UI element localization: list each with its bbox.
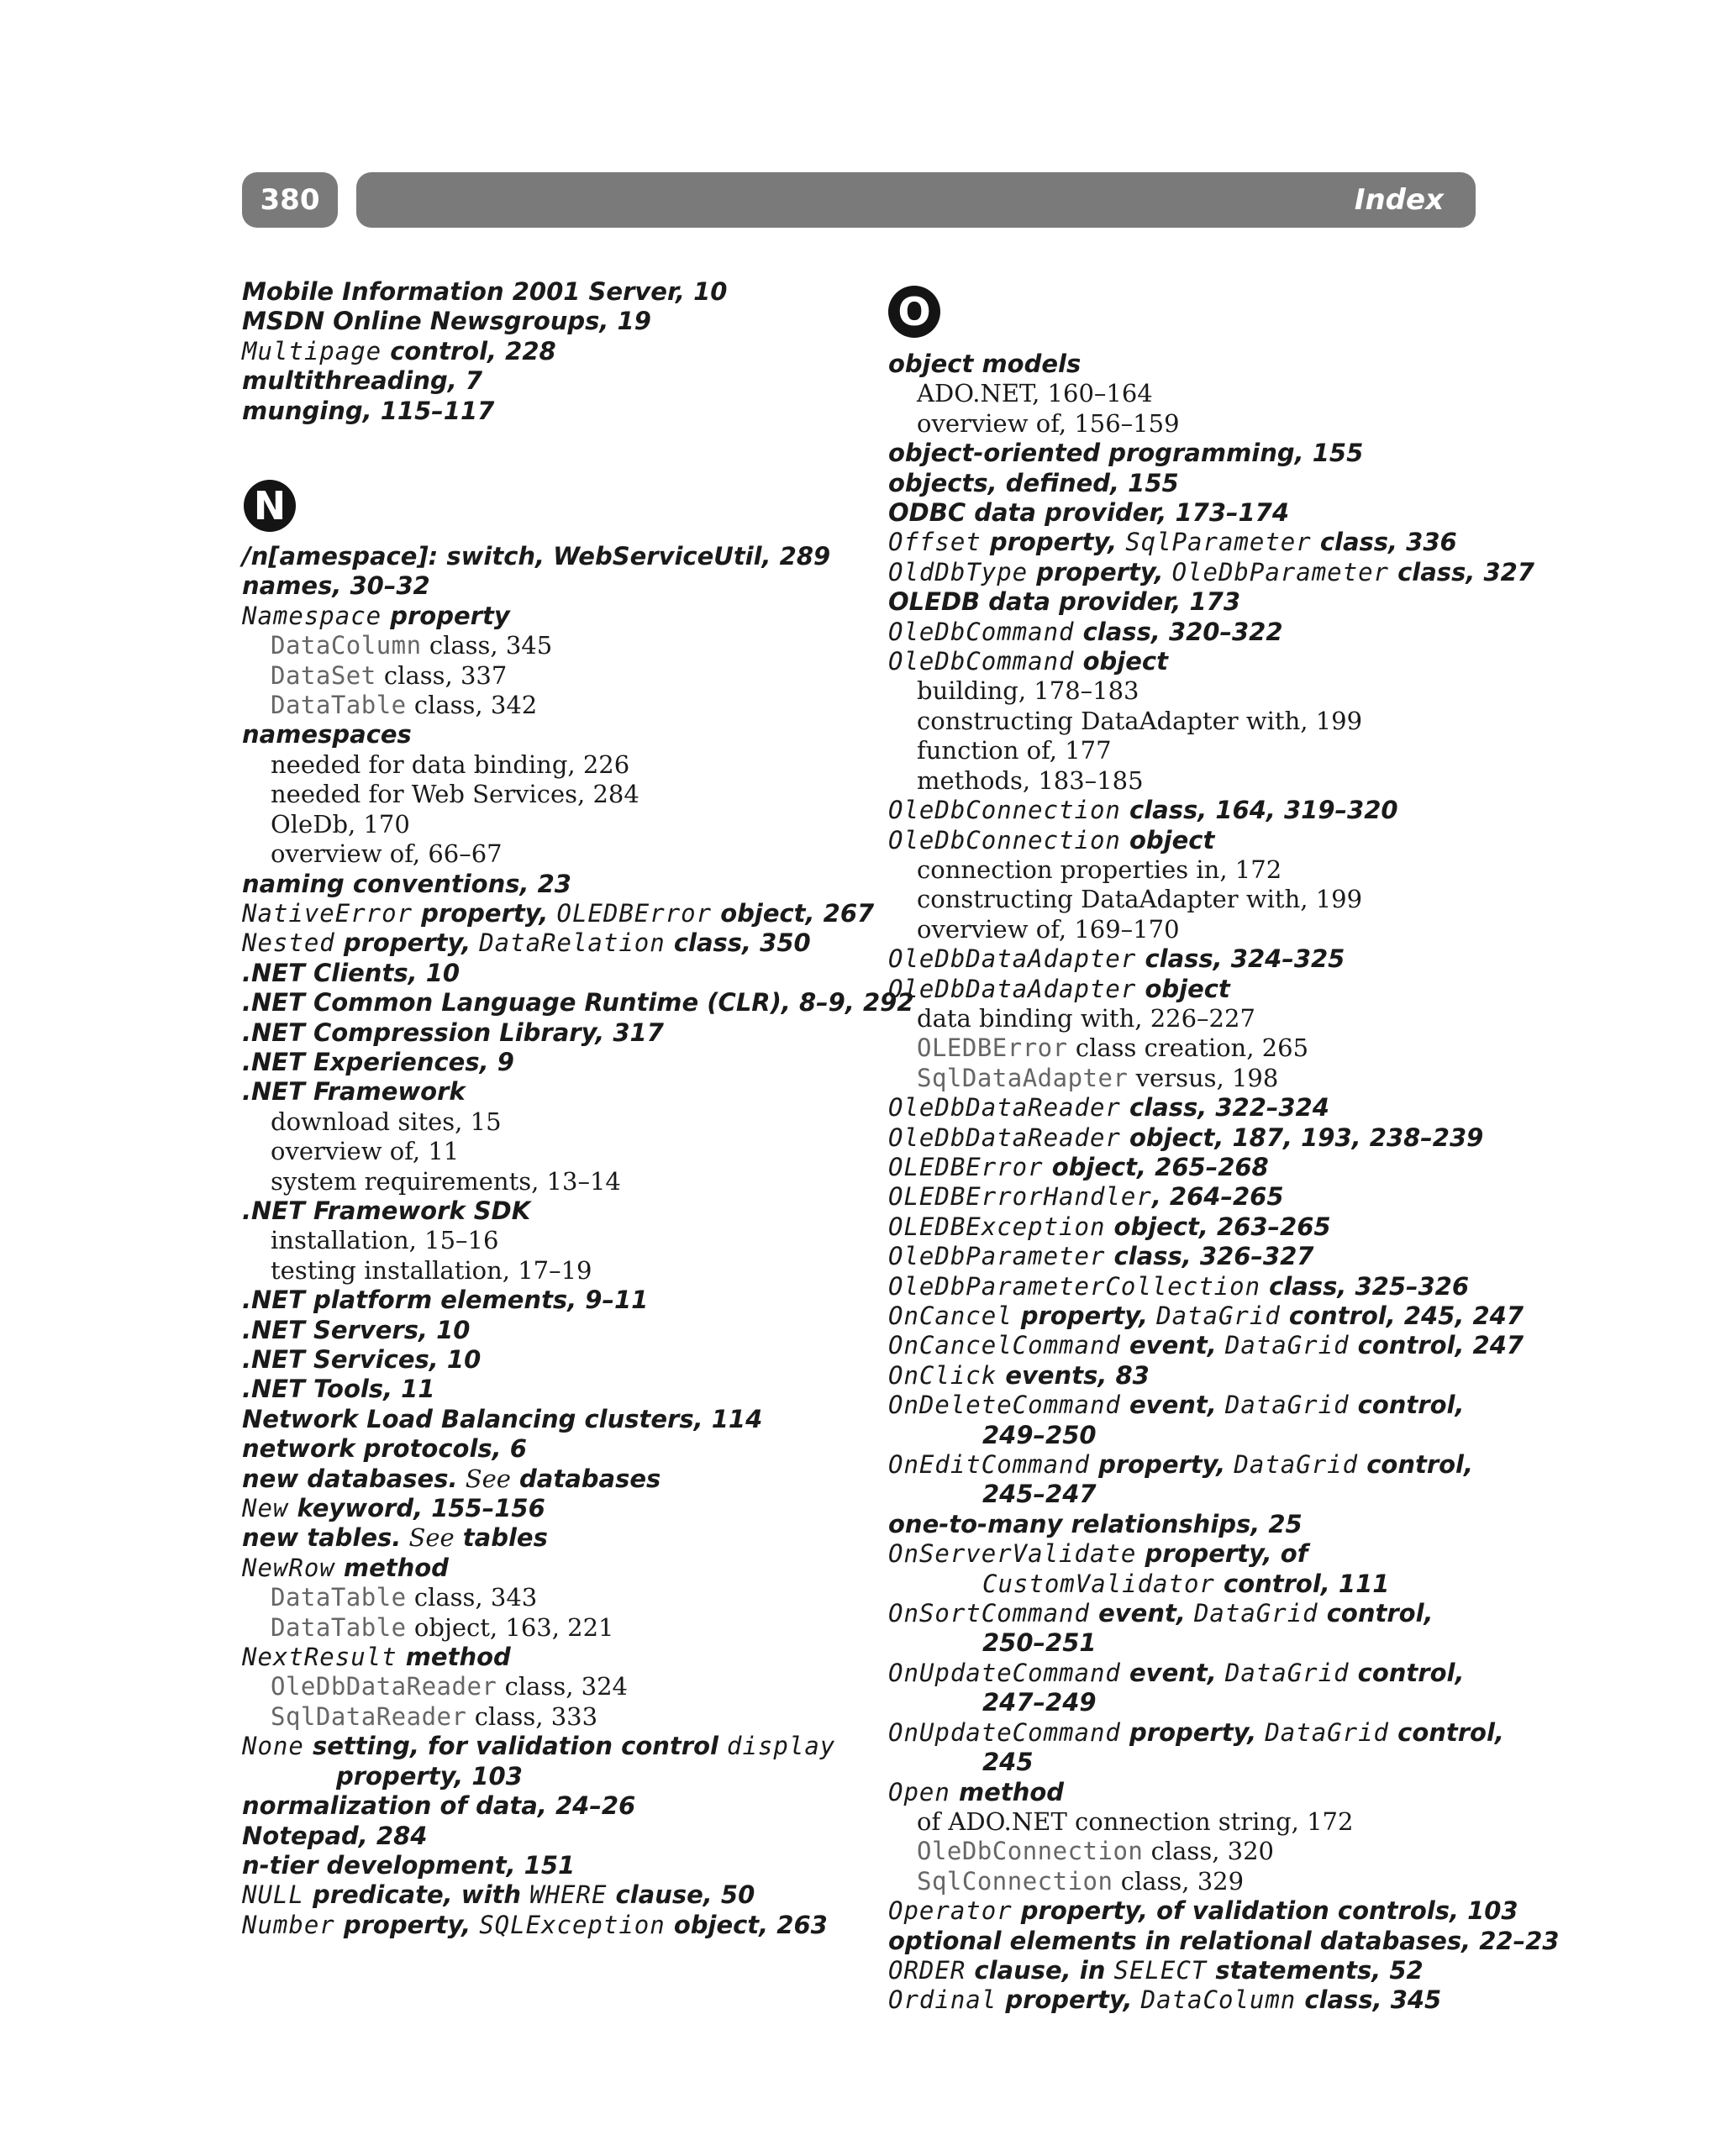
index-subentry: overview of, 66–67 — [271, 839, 503, 869]
index-entry: Network Load Balancing clusters, 114 — [242, 1404, 763, 1433]
index-entry: optional elements in relational databases, 22–23 — [888, 1926, 1560, 1955]
index-subentry: overview of, 11 — [271, 1137, 460, 1166]
letter-o-icon: O — [888, 286, 940, 338]
index-entry: New keyword, 155–156 — [242, 1494, 545, 1523]
index-subentry: needed for Web Services, 284 — [271, 780, 639, 809]
index-subentry: data binding with, 226–227 — [917, 1003, 1255, 1033]
index-entry: OnDeleteCommand event, DataGrid control, — [888, 1391, 1465, 1420]
index-entry: n-tier development, 151 — [242, 1850, 576, 1880]
index-entry: names, 30–32 — [242, 571, 430, 601]
index-entry: object models — [888, 350, 1082, 378]
index-entry: .NET Services, 10 — [242, 1345, 482, 1374]
index-entry: OnEditCommand property, DataGrid control, — [888, 1450, 1474, 1480]
index-entry: /n[amespace]: switch, WebServiceUtil, 289 — [242, 542, 831, 571]
index-subentry: SqlConnection class, 329 — [917, 1866, 1245, 1896]
index-entry: OLEDBException object, 263–265 — [888, 1212, 1331, 1241]
index-entry: OnClick events, 83 — [888, 1360, 1150, 1390]
index-entry: .NET platform elements, 9–11 — [242, 1286, 649, 1315]
index-entry-continuation: 249–250 — [982, 1420, 1097, 1449]
index-subentry: connection properties in, 172 — [917, 855, 1282, 884]
index-entry: multithreading, 7 — [242, 366, 483, 396]
index-entry: .NET Servers, 10 — [242, 1315, 471, 1344]
index-entry-continuation: 247–249 — [982, 1688, 1097, 1717]
index-entry: NULL predicate, with WHERE clause, 50 — [242, 1880, 755, 1910]
index-entry: OLEDBError object, 265–268 — [888, 1152, 1269, 1181]
index-entry: one-to-many relationships, 25 — [888, 1509, 1303, 1538]
index-subentry: SqlDataReader class, 333 — [271, 1701, 598, 1731]
index-entry: .NET Framework SDK — [242, 1196, 531, 1225]
index-entry: OleDbParameter class, 326–327 — [888, 1242, 1314, 1271]
index-subentry: methods, 183–185 — [917, 765, 1144, 795]
index-entry: NewRow method — [242, 1553, 449, 1582]
index-entry: OLEDBErrorHandler, 264–265 — [888, 1182, 1284, 1212]
index-subentry: DataTable object, 163, 221 — [271, 1612, 614, 1642]
index-entry: OleDbDataReader object, 187, 193, 238–239 — [888, 1123, 1484, 1152]
index-entry-continuation: 245–247 — [982, 1480, 1097, 1509]
index-entry: network protocols, 6 — [242, 1434, 527, 1464]
index-column-left — [242, 277, 914, 1940]
section-title: Index — [1354, 183, 1444, 217]
index-subentry: DataSet class, 337 — [271, 660, 508, 690]
index-entry-continuation: 245 — [982, 1748, 1034, 1777]
index-entry: OleDbDataAdapter class, 324–325 — [888, 944, 1345, 974]
index-entry: MSDN Online Newsgroups, 19 — [242, 307, 651, 336]
index-entry: Multipage control, 228 — [242, 336, 556, 365]
index-entry: object-oriented programming, 155 — [888, 439, 1364, 468]
index-entry: Mobile Information 2001 Server, 10 — [242, 277, 728, 306]
running-header — [356, 172, 1476, 228]
index-entry: OleDbParameterCollection class, 325–326 — [888, 1271, 1470, 1301]
index-subentry: needed for data binding, 226 — [271, 749, 630, 779]
index-entry: .NET Tools, 11 — [242, 1375, 435, 1404]
index-entry: munging, 115–117 — [242, 396, 495, 425]
index-entry: OLEDB data provider, 173 — [888, 587, 1241, 617]
index-subentry: OLEDBError class creation, 265 — [917, 1033, 1309, 1063]
index-entry: .NET Framework — [242, 1077, 466, 1107]
index-subentry: download sites, 15 — [271, 1107, 502, 1136]
index-subentry: of ADO.NET connection string, 172 — [917, 1806, 1354, 1836]
letter-n-icon: N — [244, 480, 296, 532]
index-entry: Number property, SQLException object, 263 — [242, 1910, 828, 1939]
index-entry-continuation: CustomValidator control, 111 — [982, 1569, 1390, 1598]
index-entry: Open method — [888, 1777, 1065, 1806]
index-subentry: building, 178–183 — [917, 676, 1139, 706]
index-entry: Ordinal property, DataColumn class, 345 — [888, 1985, 1442, 2015]
index-entry: OleDbConnection object — [888, 825, 1215, 855]
index-subentry: OleDbConnection class, 320 — [917, 1837, 1274, 1866]
index-subentry: OleDbDataReader class, 324 — [271, 1672, 628, 1701]
index-subentry: DataColumn class, 345 — [271, 631, 553, 660]
index-entry: OleDbConnection class, 164, 319–320 — [888, 796, 1398, 825]
index-subentry: testing installation, 17–19 — [271, 1255, 592, 1285]
index-entry: objects, defined, 155 — [888, 468, 1179, 497]
index-subentry: SqlDataAdapter versus, 198 — [917, 1063, 1279, 1092]
index-entry: namespaces — [242, 720, 412, 749]
index-entry: Nested property, DataRelation class, 350 — [242, 928, 811, 958]
index-entry: OleDbDataReader class, 322–324 — [888, 1093, 1329, 1123]
page-number: 380 — [242, 172, 338, 228]
index-entry: ORDER clause, in SELECT statements, 52 — [888, 1955, 1424, 1985]
index-entry: normalization of data, 24–26 — [242, 1791, 636, 1821]
index-entry: OleDbCommand class, 320–322 — [888, 617, 1283, 646]
index-subentry: overview of, 156–159 — [917, 408, 1180, 438]
index-entry: .NET Common Language Runtime (CLR), 8–9, 292 — [242, 988, 914, 1018]
index-entry: Offset property, SqlParameter class, 336 — [888, 528, 1457, 557]
index-subentry: DataTable class, 342 — [271, 691, 538, 720]
index-subentry: ADO.NET, 160–164 — [917, 379, 1153, 408]
index-entry: NativeError property, OLEDBError object, 267 — [242, 898, 875, 928]
index-entry: OnSortCommand event, DataGrid control, — [888, 1599, 1434, 1628]
index-entry: ODBC data provider, 173–174 — [888, 498, 1290, 528]
index-entry: None setting, for validation control display — [242, 1732, 836, 1761]
index-entry: new databases. See databases — [242, 1464, 661, 1493]
index-entry-continuation: property, 103 — [336, 1761, 523, 1791]
index-column-right — [888, 277, 1560, 2016]
index-entry: OnCancelCommand event, DataGrid control, 247 — [888, 1331, 1524, 1360]
index-entry: OleDbDataAdapter object — [888, 974, 1230, 1003]
index-entry: naming conventions, 23 — [242, 869, 571, 898]
index-entry: .NET Experiences, 9 — [242, 1047, 514, 1076]
index-entry-continuation: 250–251 — [982, 1628, 1097, 1658]
index-entry: NextResult method — [242, 1643, 511, 1672]
index-entry: .NET Clients, 10 — [242, 958, 461, 987]
index-subentry: constructing DataAdapter with, 199 — [917, 885, 1363, 914]
index-entry: OnServerValidate property, of — [888, 1539, 1308, 1569]
index-entry: OnUpdateCommand property, DataGrid control, — [888, 1717, 1504, 1747]
index-subentry: OleDb, 170 — [271, 809, 410, 839]
index-subentry: installation, 15–16 — [271, 1226, 499, 1255]
index-entry: OnUpdateCommand event, DataGrid control, — [888, 1658, 1465, 1687]
index-subentry: overview of, 169–170 — [917, 914, 1180, 944]
index-entry: OldDbType property, OleDbParameter class, 327 — [888, 557, 1534, 586]
index-entry: new tables. See tables — [242, 1523, 548, 1553]
index-subentry: function of, 177 — [917, 736, 1112, 765]
index-subentry: constructing DataAdapter with, 199 — [917, 706, 1363, 735]
index-subentry: system requirements, 13–14 — [271, 1166, 621, 1196]
index-entry: OnCancel property, DataGrid control, 245, 247 — [888, 1301, 1524, 1330]
index-entry: OleDbCommand object — [888, 647, 1168, 676]
index-entry: .NET Compression Library, 317 — [242, 1018, 664, 1047]
index-entry: Namespace property — [242, 601, 510, 630]
index-entry: Operator property, of validation controls, 103 — [888, 1896, 1518, 1926]
index-subentry: DataTable class, 343 — [271, 1583, 538, 1612]
index-entry: Notepad, 284 — [242, 1821, 428, 1850]
